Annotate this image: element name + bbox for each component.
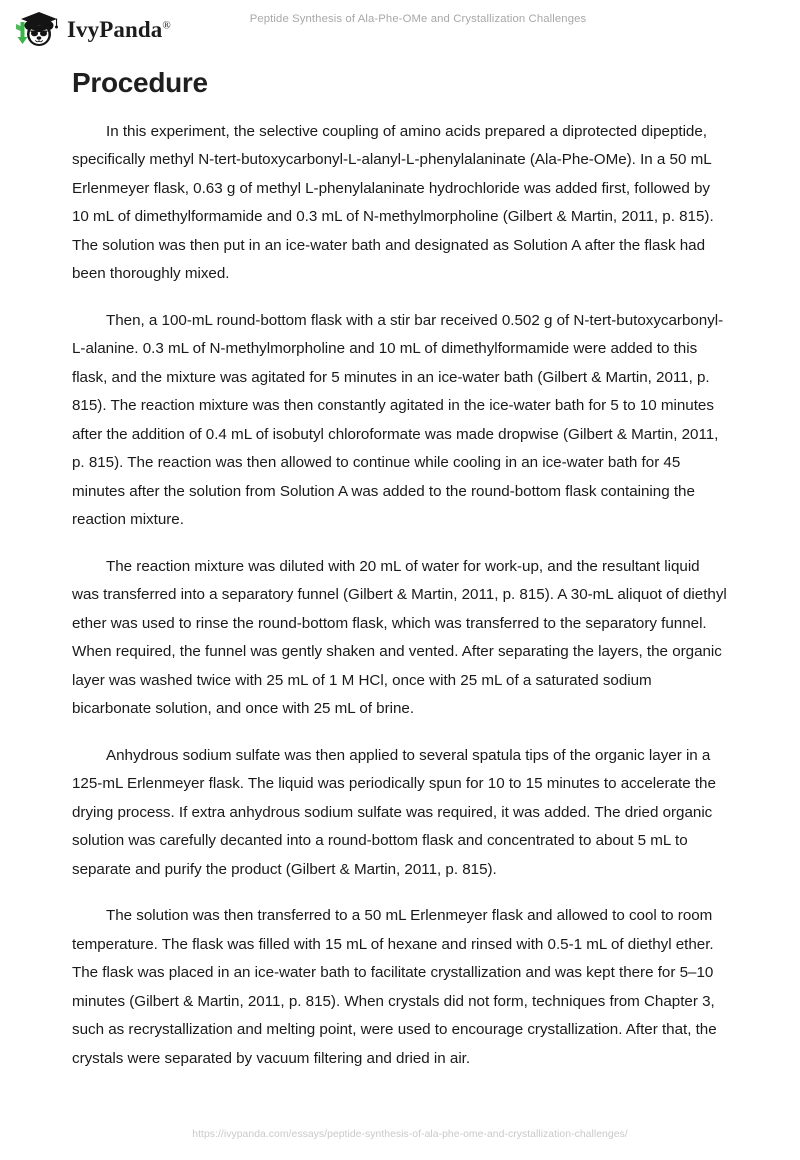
paragraph: In this experiment, the selective coupling of amino acids prepared a diprotected dipeptide, specifically methyl N-tert-butoxycarbonyl-L-alanyl-L-phenylalaninate (Ala-Phe-OMe). In a 50 mL Erlenmeyer flask, 0.63 g of methyl L-phenylalaninate hydrochloride was added first, followed by 10 mL of dimethylformamide and 0.3 mL of N-methylmorpholine (Gilbert & Martin, 2011, p. 815). The solution was then put in an ice-water bath and designated as Solution A after the flask had been thoroughly mixed.	[72, 122, 714, 283]
registered-mark: ®	[162, 18, 171, 31]
page-header	[0, 0, 800, 56]
brand-name: IvyPanda®	[67, 16, 171, 42]
source-url-link[interactable]: https://ivypanda.com/essays/peptide-synthesis-of-ala-phe-ome-and-crystallization-challenges/	[192, 1129, 628, 1140]
document-title: Peptide Synthesis of Ala-Phe-OMe and Crystallization Challenges	[249, 13, 587, 25]
paragraph: Anhydrous sodium sulfate was then applied to several spatula tips of the organic layer in a 125-mL Erlenmeyer flask. The liquid was periodically spun for 10 to 15 minutes to accelerate the drying process. If extra anhydrous sodium sulfate was required, it was added. The dried organic solution was carefully decanted into a round-bottom flask and concentrated to about 5 mL to separate and purify the product (Gilbert & Martin, 2011, p. 815).	[72, 746, 716, 878]
page-title: Procedure	[72, 67, 208, 98]
document-content	[72, 66, 728, 1073]
page-footer	[0, 1124, 800, 1142]
paragraph: The solution was then transferred to a 50 mL Erlenmeyer flask and allowed to cool to room temperature. The flask was filled with 15 mL of hexane and rinsed with 0.5-1 mL of diethyl ether. The flask was placed in an ice-water bath to facilitate crystallization and was kept there for 5–10 minutes (Gilbert & Martin, 2011, p. 815). When crystals did not form, techniques from Chapter 3, such as recrystallization and melting point, were used to encourage crystallization. After that, the crystals were separated by vacuum filtering and dried in air.	[72, 907, 717, 1067]
paragraph: The reaction mixture was diluted with 20 mL of water for work-up, and the resultant liquid was transferred into a separatory funnel (Gilbert & Martin, 2011, p. 815). A 30-mL aliquot of diethyl ether was used to rinse the round-bottom flask, which was transferred to the separatory funnel. When required, the funnel was gently shaken and vented. After separating the layers, the organic layer was washed twice with 25 mL of 1 M HCl, once with 25 mL of a saturated sodium bicarbonate solution, and once with 25 mL of brine.	[72, 557, 727, 718]
paragraph: Then, a 100-mL round-bottom flask with a stir bar received 0.502 g of N-tert-butoxycarbonyl-L-alanine. 0.3 mL of N-methylmorpholine and 10 mL of dimethylformamide were added to this flask, and the mixture was agitated for 5 minutes in an ice-water bath (Gilbert & Martin, 2011, p. 815). The reaction mixture was then constantly agitated in the ice-water bath for 5 to 10 minutes after the addition of 0.4 mL of isobutyl chloroformate was made dropwise (Gilbert & Martin, 2011, p. 815). The reaction was then allowed to continue while cooling in an ice-water bath for 45 minutes after the solution from Solution A was added to the round-bottom flask containing the reaction mixture.	[72, 311, 724, 529]
